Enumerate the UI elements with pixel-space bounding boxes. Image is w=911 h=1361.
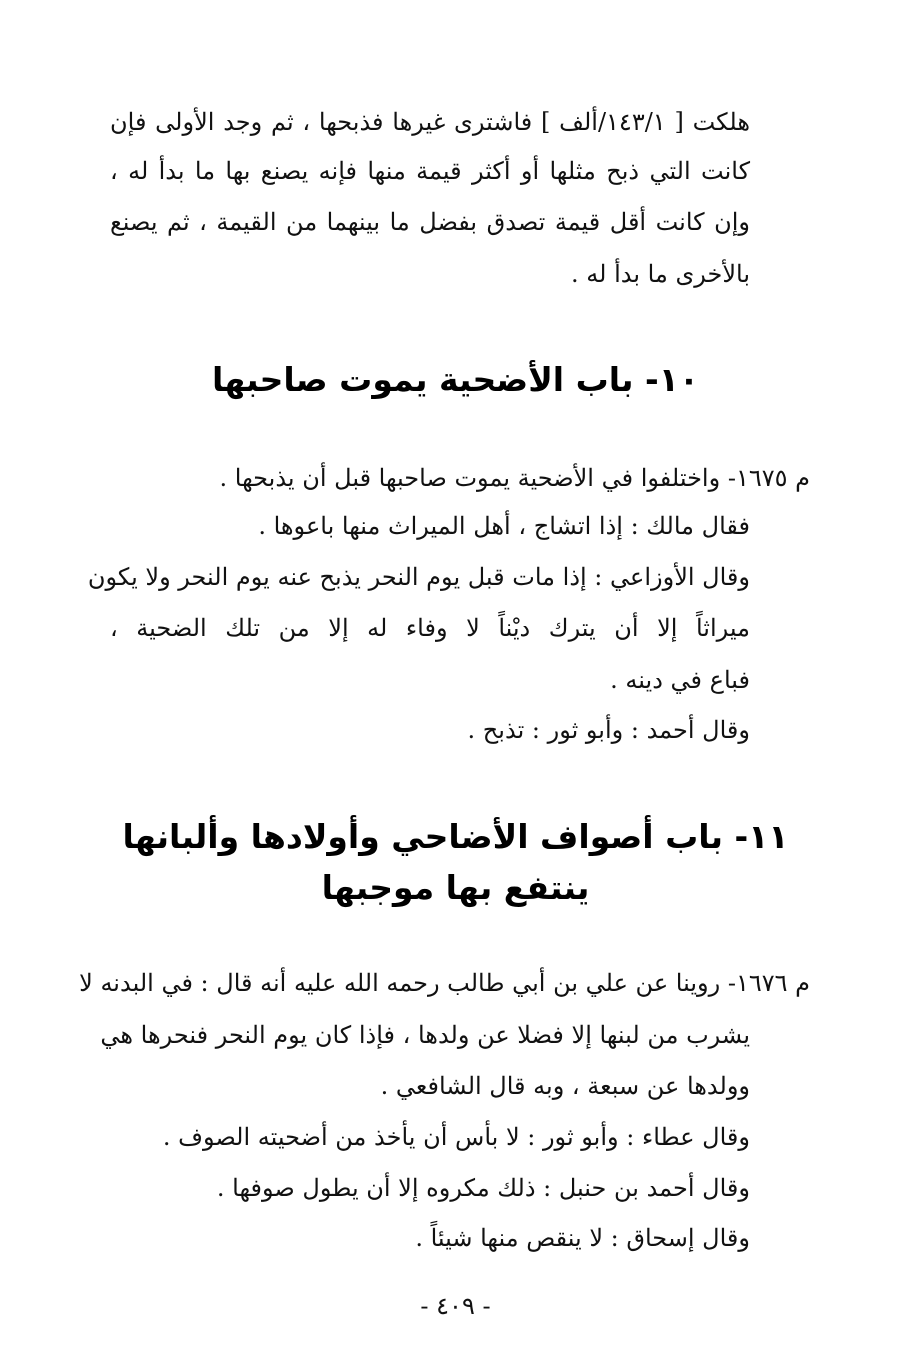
text-line: يشرب من لبنها إلا فضلا عن ولدها ، فإذا كان يوم النحر فنحرها هي: [100, 1021, 750, 1049]
text-line: هلكت [ ١٤٣/١/ألف ] فاشترى غيرها فذبحها ، ثم وجد الأولى فإن: [110, 108, 751, 136]
text-line: وقال عطاء : وأبو ثور : لا بأس أن يأخذ من أضحيته الصوف .: [162, 1123, 750, 1151]
entry-first-line: م ١٦٧٦- روينا عن علي بن أبي طالب رحمه الله عليه أنه قال : في البدنه لا: [79, 969, 810, 997]
text-line: وقال أحمد : وأبو ثور : تذبح .: [467, 716, 750, 744]
entry-first-line: م ١٦٧٥- واختلفوا في الأضحية يموت صاحبها قبل أن يذبحها .: [219, 464, 810, 492]
text-line: وقال إسحاق : لا ينقص منها شيئاً .: [415, 1224, 750, 1252]
page-number: - ٤٠٩ -: [420, 1292, 491, 1320]
text-line: كانت التي ذبح مثلها أو أكثر قيمة منها فإنه يصنع بها ما بدأ له ،: [110, 157, 750, 185]
text-line: وولدها عن سبعة ، وبه قال الشافعي .: [380, 1072, 750, 1100]
text-line: فباع في دينه .: [610, 666, 750, 694]
text-line: وقال أحمد بن حنبل : ذلك مكروه إلا أن يطول صوفها .: [216, 1174, 750, 1202]
chapter-heading-10: ١٠- باب الأضحية يموت صاحبها: [211, 360, 699, 399]
text-line: فقال مالك : إذا اتشاج ، أهل الميراث منها باعوها .: [258, 512, 750, 540]
text-line: وقال الأوزاعي : إذا مات قبل يوم النحر يذبح عنه يوم النحر ولا يكون: [87, 563, 750, 591]
text-line: ميراثاً إلا أن يترك ديْناً لا وفاء له إلا من تلك الضحية ،: [110, 614, 750, 642]
text-line: بالأخرى ما بدأ له .: [571, 260, 750, 288]
text-line: وإن كانت أقل قيمة تصدق بفضل ما بينهما من القيمة ، ثم يصنع: [110, 208, 750, 236]
heading-line: ١١- باب أصواف الأضاحي وأولادها وألبانها: [122, 817, 789, 856]
heading-line: ينتفع بها موجبها: [321, 868, 590, 907]
